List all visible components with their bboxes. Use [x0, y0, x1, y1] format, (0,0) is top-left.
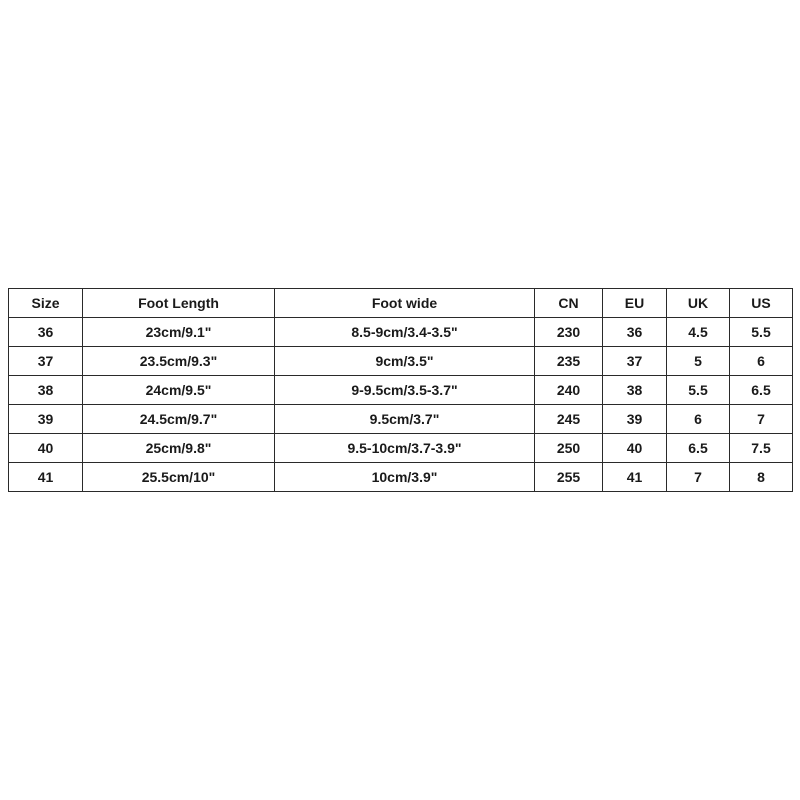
- cell-foot-length: 25.5cm/10": [83, 463, 275, 492]
- cell-size: 36: [9, 318, 83, 347]
- table-row: [9, 376, 793, 405]
- cell-eu: 36: [603, 318, 667, 347]
- header-row: [9, 289, 793, 318]
- cell-cn: 230: [535, 318, 603, 347]
- cell-foot-length: 23.5cm/9.3": [83, 347, 275, 376]
- cell-foot-length: 24cm/9.5": [83, 376, 275, 405]
- cell-us: 6.5: [730, 376, 793, 405]
- cell-uk: 6.5: [667, 434, 730, 463]
- cell-foot-wide: 8.5-9cm/3.4-3.5": [275, 318, 535, 347]
- cell-size: 39: [9, 405, 83, 434]
- cell-foot-wide: 10cm/3.9": [275, 463, 535, 492]
- table-row: [9, 318, 793, 347]
- table-row: [9, 434, 793, 463]
- cell-foot-length: 23cm/9.1": [83, 318, 275, 347]
- size-chart-table: [8, 288, 793, 492]
- header-cn: CN: [535, 289, 603, 318]
- cell-size: 38: [9, 376, 83, 405]
- cell-us: 5.5: [730, 318, 793, 347]
- cell-uk: 6: [667, 405, 730, 434]
- cell-foot-length: 25cm/9.8": [83, 434, 275, 463]
- cell-uk: 5: [667, 347, 730, 376]
- cell-size: 37: [9, 347, 83, 376]
- cell-us: 8: [730, 463, 793, 492]
- header-foot-wide: Foot wide: [275, 289, 535, 318]
- cell-uk: 5.5: [667, 376, 730, 405]
- cell-us: 6: [730, 347, 793, 376]
- cell-cn: 255: [535, 463, 603, 492]
- cell-cn: 235: [535, 347, 603, 376]
- cell-eu: 41: [603, 463, 667, 492]
- cell-foot-wide: 9-9.5cm/3.5-3.7": [275, 376, 535, 405]
- header-eu: EU: [603, 289, 667, 318]
- cell-us: 7.5: [730, 434, 793, 463]
- cell-size: 41: [9, 463, 83, 492]
- cell-cn: 245: [535, 405, 603, 434]
- cell-foot-length: 24.5cm/9.7": [83, 405, 275, 434]
- cell-foot-wide: 9cm/3.5": [275, 347, 535, 376]
- table-row: [9, 463, 793, 492]
- cell-eu: 38: [603, 376, 667, 405]
- header-us: US: [730, 289, 793, 318]
- cell-foot-wide: 9.5cm/3.7": [275, 405, 535, 434]
- cell-eu: 40: [603, 434, 667, 463]
- cell-us: 7: [730, 405, 793, 434]
- table-row: [9, 405, 793, 434]
- header-size: Size: [9, 289, 83, 318]
- cell-eu: 37: [603, 347, 667, 376]
- cell-cn: 250: [535, 434, 603, 463]
- header-foot-length: Foot Length: [83, 289, 275, 318]
- header-uk: UK: [667, 289, 730, 318]
- cell-foot-wide: 9.5-10cm/3.7-3.9": [275, 434, 535, 463]
- cell-eu: 39: [603, 405, 667, 434]
- cell-cn: 240: [535, 376, 603, 405]
- cell-uk: 7: [667, 463, 730, 492]
- table-row: [9, 347, 793, 376]
- cell-uk: 4.5: [667, 318, 730, 347]
- cell-size: 40: [9, 434, 83, 463]
